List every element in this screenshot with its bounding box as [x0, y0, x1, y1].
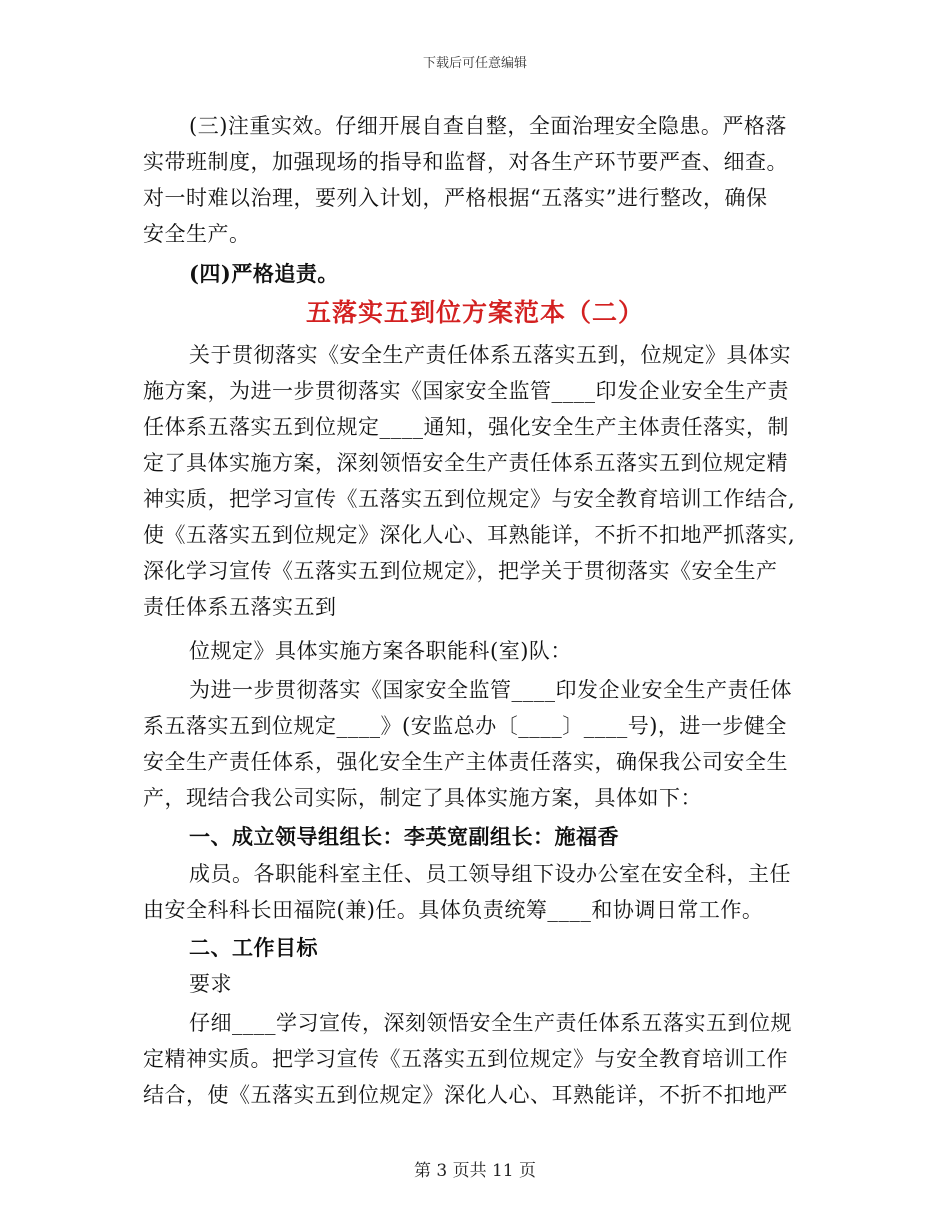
- paragraph-line: 神实质，把学习宣传《五落实五到位规定》与安全教育培训工作结合,: [143, 487, 796, 511]
- page-header: 下载后可任意编辑: [422, 56, 527, 71]
- section-heading: 二、工作目标: [189, 935, 318, 960]
- paragraph-line: 成员。各职能科室主任、员工领导组下设办公室在安全科，主任: [189, 862, 791, 886]
- page-footer: 第 3 页共 11 页: [413, 1161, 537, 1181]
- addressee-line: 位规定》具体实施方案各职能科(室)队：: [189, 639, 572, 663]
- document-title: 五落实五到位方案范本（二）: [305, 298, 644, 327]
- section-heading: (四)严格追责。: [189, 261, 339, 286]
- paragraph-line: 深化学习宣传《五落实五到位规定》，把学关于贯彻落实《安全生产: [143, 559, 778, 583]
- paragraph-line: 仔细____学习宣传，深刻领悟安全生产责任体系五落实五到位规: [189, 1011, 792, 1035]
- paragraph-line: (三)注重实效。仔细开展自查自整，全面治理安全隐患。严格落: [189, 114, 787, 138]
- paragraph-line: 对一时难以治理，要列入计划，严格根据“五落实”进行整改，确保: [143, 186, 768, 210]
- paragraph-line: 安全生产责任体系，强化安全生产主体责任落实，确保我公司安全生: [143, 750, 788, 774]
- paragraph-line: 责任体系五落实五到: [143, 595, 337, 619]
- paragraph-line: 结合，使《五落实五到位规定》深化人心、耳熟能详，不折不扣地严: [143, 1083, 788, 1107]
- paragraph-line: 定精神实质。把学习宣传《五落实五到位规定》与安全教育培训工作: [143, 1047, 788, 1071]
- paragraph-line: 使《五落实五到位规定》深化人心、耳熟能详，不折不扣地严抓落实,: [143, 523, 796, 547]
- paragraph-line: 系五落实五到位规定____》(安监总办〔____〕____号)，进一步健全: [143, 714, 787, 738]
- paragraph-line: 关于贯彻落实《安全生产责任体系五落实五到，位规定》具体实: [189, 343, 791, 367]
- paragraph-line: 实带班制度，加强现场的指导和监督，对各生产环节要严查、细查。: [143, 150, 788, 174]
- section-heading: 一、成立领导组组长：李英宽副组长：施福香: [189, 824, 619, 849]
- paragraph-line: 产，现结合我公司实际，制定了具体实施方案，具体如下：: [143, 786, 702, 810]
- paragraph-line: 安全生产。: [143, 222, 251, 246]
- paragraph-line: 由安全科科长田福院(兼)任。具体负责统筹____和协调日常工作。: [143, 898, 764, 922]
- paragraph-line: 任体系五落实五到位规定____通知，强化安全生产主体责任落实，制: [143, 415, 789, 439]
- paragraph-line: 为进一步贯彻落实《国家安全监管____印发企业安全生产责任体: [189, 678, 792, 702]
- paragraph-line: 要求: [189, 972, 232, 996]
- paragraph-line: 定了具体实施方案，深刻领悟安全生产责任体系五落实五到位规定精: [143, 451, 788, 475]
- paragraph-line: 施方案，为进一步贯彻落实《国家安全监管____印发企业安全生产责: [143, 379, 789, 403]
